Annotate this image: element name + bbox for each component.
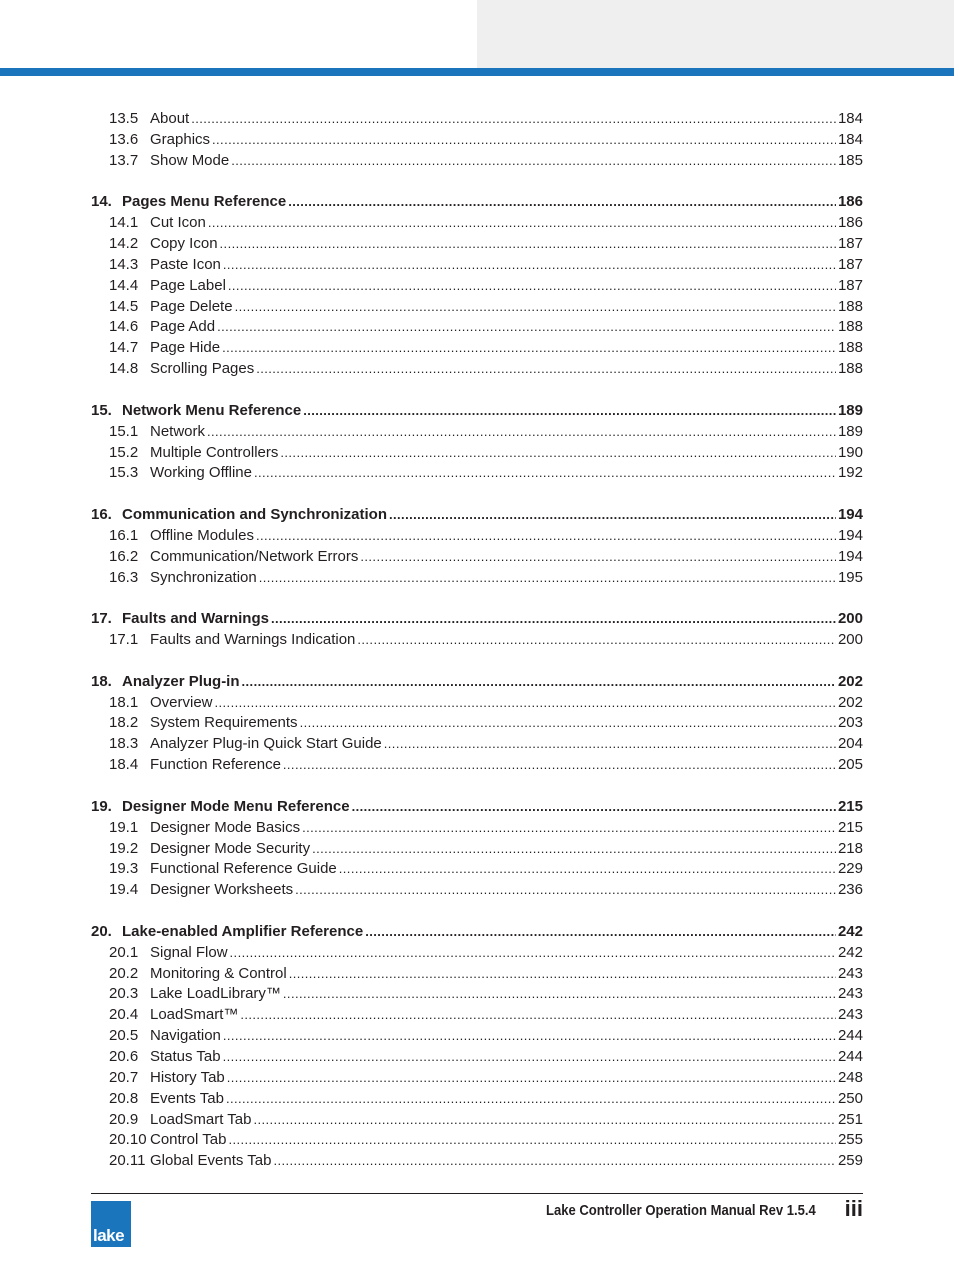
toc-title: Functional Reference Guide <box>150 860 337 878</box>
toc-dot-leader <box>303 401 836 422</box>
manual-title: Lake Controller Operation Manual Rev 1.5.4 <box>546 1203 816 1219</box>
toc-title: Offline Modules <box>150 526 254 544</box>
toc-dot-leader <box>240 1005 836 1026</box>
toc-page-number: 187 <box>837 255 863 273</box>
toc-number: 14.1 <box>109 214 139 232</box>
toc-section-row[interactable] <box>91 1151 863 1172</box>
toc-title: Function Reference <box>150 756 281 774</box>
toc-number: 18.4 <box>109 756 139 774</box>
toc-section-row[interactable] <box>91 943 863 964</box>
toc-dot-leader <box>256 359 836 380</box>
toc-title: Faults and Warnings <box>122 610 269 628</box>
toc-section-row[interactable] <box>91 1089 863 1110</box>
toc-section-row[interactable] <box>91 818 863 839</box>
toc-dot-leader <box>288 192 836 213</box>
toc-page-number: 195 <box>837 568 863 586</box>
toc-section-row[interactable] <box>91 317 863 338</box>
toc-section-row[interactable] <box>91 693 863 714</box>
toc-page-number: 194 <box>837 526 863 544</box>
toc-dot-leader <box>259 568 836 589</box>
toc-page-number: 190 <box>837 443 863 461</box>
toc-page-number: 184 <box>837 130 863 148</box>
toc-page-number: 204 <box>837 735 863 753</box>
toc-section-row[interactable] <box>91 338 863 359</box>
toc-dot-leader <box>289 964 836 985</box>
toc-page-number: 242 <box>837 922 863 940</box>
toc-dot-leader <box>228 276 836 297</box>
toc-section-row[interactable] <box>91 1068 863 1089</box>
toc-page-number: 259 <box>837 1152 863 1170</box>
toc-section-row[interactable] <box>91 547 863 568</box>
toc-title: Global Events Tab <box>150 1152 272 1170</box>
toc-page-number: 194 <box>837 547 863 565</box>
toc-page-number: 244 <box>837 1027 863 1045</box>
toc-chapter-row[interactable] <box>91 672 863 693</box>
toc-title: Designer Mode Basics <box>150 818 301 836</box>
toc-title: Overview <box>150 693 213 711</box>
toc-title: LoadSmart™ <box>150 1006 239 1024</box>
toc-number: 19.1 <box>109 818 139 836</box>
toc-title: Synchronization <box>150 568 257 586</box>
toc-chapter-row[interactable] <box>91 797 863 818</box>
toc-section-row[interactable] <box>91 713 863 734</box>
toc-dot-leader <box>360 547 836 568</box>
toc-dot-leader <box>253 1110 836 1131</box>
toc-section-row[interactable] <box>91 1110 863 1131</box>
toc-page-number: 202 <box>837 672 863 690</box>
toc-page-number: 236 <box>837 881 863 899</box>
toc-page-number: 189 <box>837 401 863 419</box>
toc-page-number: 202 <box>837 693 863 711</box>
toc-page-number: 192 <box>837 464 863 482</box>
logo-text: lake <box>93 1226 125 1245</box>
toc-page-number: 251 <box>837 1110 863 1128</box>
toc-section-row[interactable] <box>91 568 863 589</box>
toc-dot-leader <box>191 109 836 130</box>
toc-section-row[interactable] <box>91 755 863 776</box>
toc-number: 13.7 <box>109 151 139 169</box>
toc-page-number: 185 <box>837 151 863 169</box>
toc-page-number: 243 <box>837 964 863 982</box>
toc-page-number: 248 <box>837 1068 863 1086</box>
toc-title: Navigation <box>150 1027 221 1045</box>
toc-dot-leader <box>235 297 836 318</box>
toc-section-row[interactable] <box>91 1130 863 1151</box>
toc-section-row[interactable] <box>91 130 863 151</box>
toc-title: Analyzer Plug-in <box>122 672 240 690</box>
toc-chapter-row[interactable] <box>91 192 863 213</box>
toc-number: 14.8 <box>109 360 139 378</box>
toc-number: 14.5 <box>109 297 139 315</box>
toc-dot-leader <box>271 609 836 630</box>
toc-number: 20.7 <box>109 1068 139 1086</box>
toc-title: Working Offline <box>150 464 252 482</box>
toc-dot-leader <box>220 234 836 255</box>
toc-dot-leader <box>283 755 836 776</box>
toc-title: Network Menu Reference <box>122 401 302 419</box>
toc-title: Events Tab <box>150 1089 224 1107</box>
toc-number: 14. <box>91 193 112 211</box>
toc-section-row[interactable] <box>91 630 863 651</box>
toc-dot-leader <box>302 818 836 839</box>
toc-section-row[interactable] <box>91 463 863 484</box>
toc-number: 19.2 <box>109 839 139 857</box>
toc-page-number: 186 <box>837 193 863 211</box>
toc-page-number: 242 <box>837 943 863 961</box>
toc-number: 18. <box>91 672 112 690</box>
toc-dot-leader <box>222 338 836 359</box>
toc-section-row[interactable] <box>91 859 863 880</box>
toc-number: 20.4 <box>109 1006 139 1024</box>
toc-number: 20.9 <box>109 1110 139 1128</box>
toc-number: 14.7 <box>109 339 139 357</box>
toc-dot-leader <box>223 1026 836 1047</box>
toc-number: 15.2 <box>109 443 139 461</box>
toc-dot-leader <box>256 526 836 547</box>
toc-page-number: 215 <box>837 818 863 836</box>
toc-page-number: 205 <box>837 756 863 774</box>
toc-number: 20.2 <box>109 964 139 982</box>
toc-number: 15.3 <box>109 464 139 482</box>
toc-section-row[interactable] <box>91 213 863 234</box>
toc-page-number: 187 <box>837 235 863 253</box>
toc-dot-leader <box>254 463 836 484</box>
toc-title: Monitoring & Control <box>150 964 287 982</box>
toc-section-row[interactable] <box>91 1047 863 1068</box>
toc-number: 20.6 <box>109 1047 139 1065</box>
toc-title: Page Hide <box>150 339 221 357</box>
toc-page-number: 186 <box>837 214 863 232</box>
toc-title: Communication and Synchronization <box>122 506 388 524</box>
toc-title: Network <box>150 422 206 440</box>
toc-dot-leader <box>339 859 836 880</box>
toc-section-row[interactable] <box>91 359 863 380</box>
toc-title: Designer Mode Security <box>150 839 311 857</box>
toc-page-number: 243 <box>837 1006 863 1024</box>
toc-page-number: 188 <box>837 339 863 357</box>
toc-section-row[interactable] <box>91 880 863 901</box>
toc-dot-leader <box>207 422 836 443</box>
toc-section-row[interactable] <box>91 422 863 443</box>
toc-dot-leader <box>389 505 836 526</box>
toc-title: Scrolling Pages <box>150 360 255 378</box>
toc-number: 17.1 <box>109 631 139 649</box>
toc-page-number: 255 <box>837 1131 863 1149</box>
toc-number: 18.3 <box>109 735 139 753</box>
toc-section-row[interactable] <box>91 1005 863 1026</box>
toc-dot-leader <box>223 255 836 276</box>
toc-title: Communication/Network Errors <box>150 547 359 565</box>
toc-number: 16.3 <box>109 568 139 586</box>
toc-number: 20.11 <box>109 1152 146 1170</box>
header-gray-band <box>477 0 954 68</box>
toc-number: 20.3 <box>109 985 139 1003</box>
toc-dot-leader <box>295 880 836 901</box>
toc-title: Faults and Warnings Indication <box>150 631 356 649</box>
toc-title: Show Mode <box>150 151 230 169</box>
toc-number: 17. <box>91 610 112 628</box>
toc-page-number: 188 <box>837 360 863 378</box>
toc-chapter-row[interactable] <box>91 609 863 630</box>
toc-title: History Tab <box>150 1068 225 1086</box>
toc-page-number: 200 <box>837 631 863 649</box>
lake-logo <box>91 1201 131 1247</box>
toc-title: Paste Icon <box>150 255 221 273</box>
toc-title: Pages Menu Reference <box>122 193 287 211</box>
toc-number: 14.6 <box>109 318 139 336</box>
toc-title: Designer Worksheets <box>150 881 294 899</box>
toc-number: 16. <box>91 506 112 524</box>
toc-number: 16.2 <box>109 547 139 565</box>
toc-page-number: 188 <box>837 318 863 336</box>
toc-title: Status Tab <box>150 1047 221 1065</box>
toc-page-number: 203 <box>837 714 863 732</box>
toc-dot-leader <box>223 1047 836 1068</box>
page-number: iii <box>844 1196 863 1221</box>
toc-title: Graphics <box>150 130 211 148</box>
toc-dot-leader <box>212 130 836 151</box>
toc-number: 18.2 <box>109 714 139 732</box>
toc-title: Signal Flow <box>150 943 228 961</box>
toc-number: 14.3 <box>109 255 139 273</box>
toc-number: 16.1 <box>109 526 139 544</box>
toc-dot-leader <box>312 839 836 860</box>
toc-section-row[interactable] <box>91 276 863 297</box>
toc-title: Cut Icon <box>150 214 206 232</box>
toc-dot-leader <box>384 734 836 755</box>
toc-section-row[interactable] <box>91 234 863 255</box>
toc-title: Page Add <box>150 318 216 336</box>
toc-chapter-row[interactable] <box>91 922 863 943</box>
toc-number: 13.6 <box>109 130 139 148</box>
toc-dot-leader <box>231 151 836 172</box>
toc-dot-leader <box>280 443 836 464</box>
toc-title: Designer Mode Menu Reference <box>122 797 350 815</box>
toc-page-number: 187 <box>837 276 863 294</box>
toc-title: Lake-enabled Amplifier Reference <box>122 922 364 940</box>
toc-page-number: 244 <box>837 1047 863 1065</box>
toc-title: About <box>150 110 190 127</box>
toc-section-row[interactable] <box>91 443 863 464</box>
toc-dot-leader <box>230 943 836 964</box>
toc-section-row[interactable] <box>91 734 863 755</box>
toc-section-row[interactable] <box>91 151 863 172</box>
toc-page-number: 215 <box>837 797 863 815</box>
toc-page-number: 200 <box>837 610 863 628</box>
toc-page-number: 218 <box>837 839 863 857</box>
toc-number: 19.3 <box>109 860 139 878</box>
toc-title: Control Tab <box>150 1131 227 1149</box>
toc-dot-leader <box>283 984 836 1005</box>
toc-number: 20. <box>91 922 112 940</box>
toc-number: 20.8 <box>109 1089 139 1107</box>
toc-number: 18.1 <box>109 693 139 711</box>
toc-title: LoadSmart Tab <box>150 1110 252 1128</box>
toc-page-number: 250 <box>837 1089 863 1107</box>
toc-dot-leader <box>227 1068 836 1089</box>
toc-dot-leader <box>217 317 836 338</box>
toc-section-row[interactable] <box>91 297 863 318</box>
toc-title: System Requirements <box>150 714 298 732</box>
toc-section-row[interactable] <box>91 109 863 130</box>
toc-number: 14.2 <box>109 235 139 253</box>
toc-title: Page Label <box>150 276 226 294</box>
toc-dot-leader <box>208 213 836 234</box>
toc-number: 15.1 <box>109 422 139 440</box>
toc-dot-leader <box>215 693 836 714</box>
toc-dot-leader <box>365 922 836 943</box>
toc-number: 20.10 <box>109 1131 147 1149</box>
toc-number: 19.4 <box>109 881 139 899</box>
toc-dot-leader <box>300 713 836 734</box>
toc-page-number: 188 <box>837 297 863 315</box>
toc-title: Multiple Controllers <box>150 443 279 461</box>
toc-section-row[interactable] <box>91 255 863 276</box>
toc-page-number: 229 <box>837 860 863 878</box>
footer-rule <box>91 1193 863 1194</box>
toc-dot-leader <box>357 630 836 651</box>
toc-title: Analyzer Plug-in Quick Start Guide <box>150 735 382 753</box>
toc-title: Page Delete <box>150 297 233 315</box>
toc-page-number: 189 <box>837 422 863 440</box>
toc-dot-leader <box>228 1130 836 1151</box>
toc-chapter-row[interactable] <box>91 401 863 422</box>
toc-page-number: 194 <box>837 506 863 524</box>
toc-page-number: 184 <box>837 110 863 127</box>
toc-section-row[interactable] <box>91 1026 863 1047</box>
toc-section-row[interactable] <box>91 984 863 1005</box>
toc-section-row[interactable] <box>91 839 863 860</box>
toc-number: 19. <box>91 797 112 815</box>
toc-number: 20.1 <box>109 943 139 961</box>
header-accent-bar <box>0 68 954 76</box>
toc-number: 20.5 <box>109 1027 139 1045</box>
toc-dot-leader <box>242 672 836 693</box>
toc-section-row[interactable] <box>91 526 863 547</box>
toc-number: 13.5 <box>109 110 139 127</box>
toc-dot-leader <box>226 1089 836 1110</box>
toc-chapter-row[interactable] <box>91 505 863 526</box>
toc-title: Lake LoadLibrary™ <box>150 985 281 1003</box>
toc-page-number: 243 <box>837 985 863 1003</box>
table-of-contents <box>91 109 863 1172</box>
toc-number: 15. <box>91 401 112 419</box>
toc-section-row[interactable] <box>91 964 863 985</box>
toc-dot-leader <box>352 797 836 818</box>
toc-number: 14.4 <box>109 276 139 294</box>
toc-dot-leader <box>273 1151 836 1172</box>
toc-title: Copy Icon <box>150 235 218 253</box>
